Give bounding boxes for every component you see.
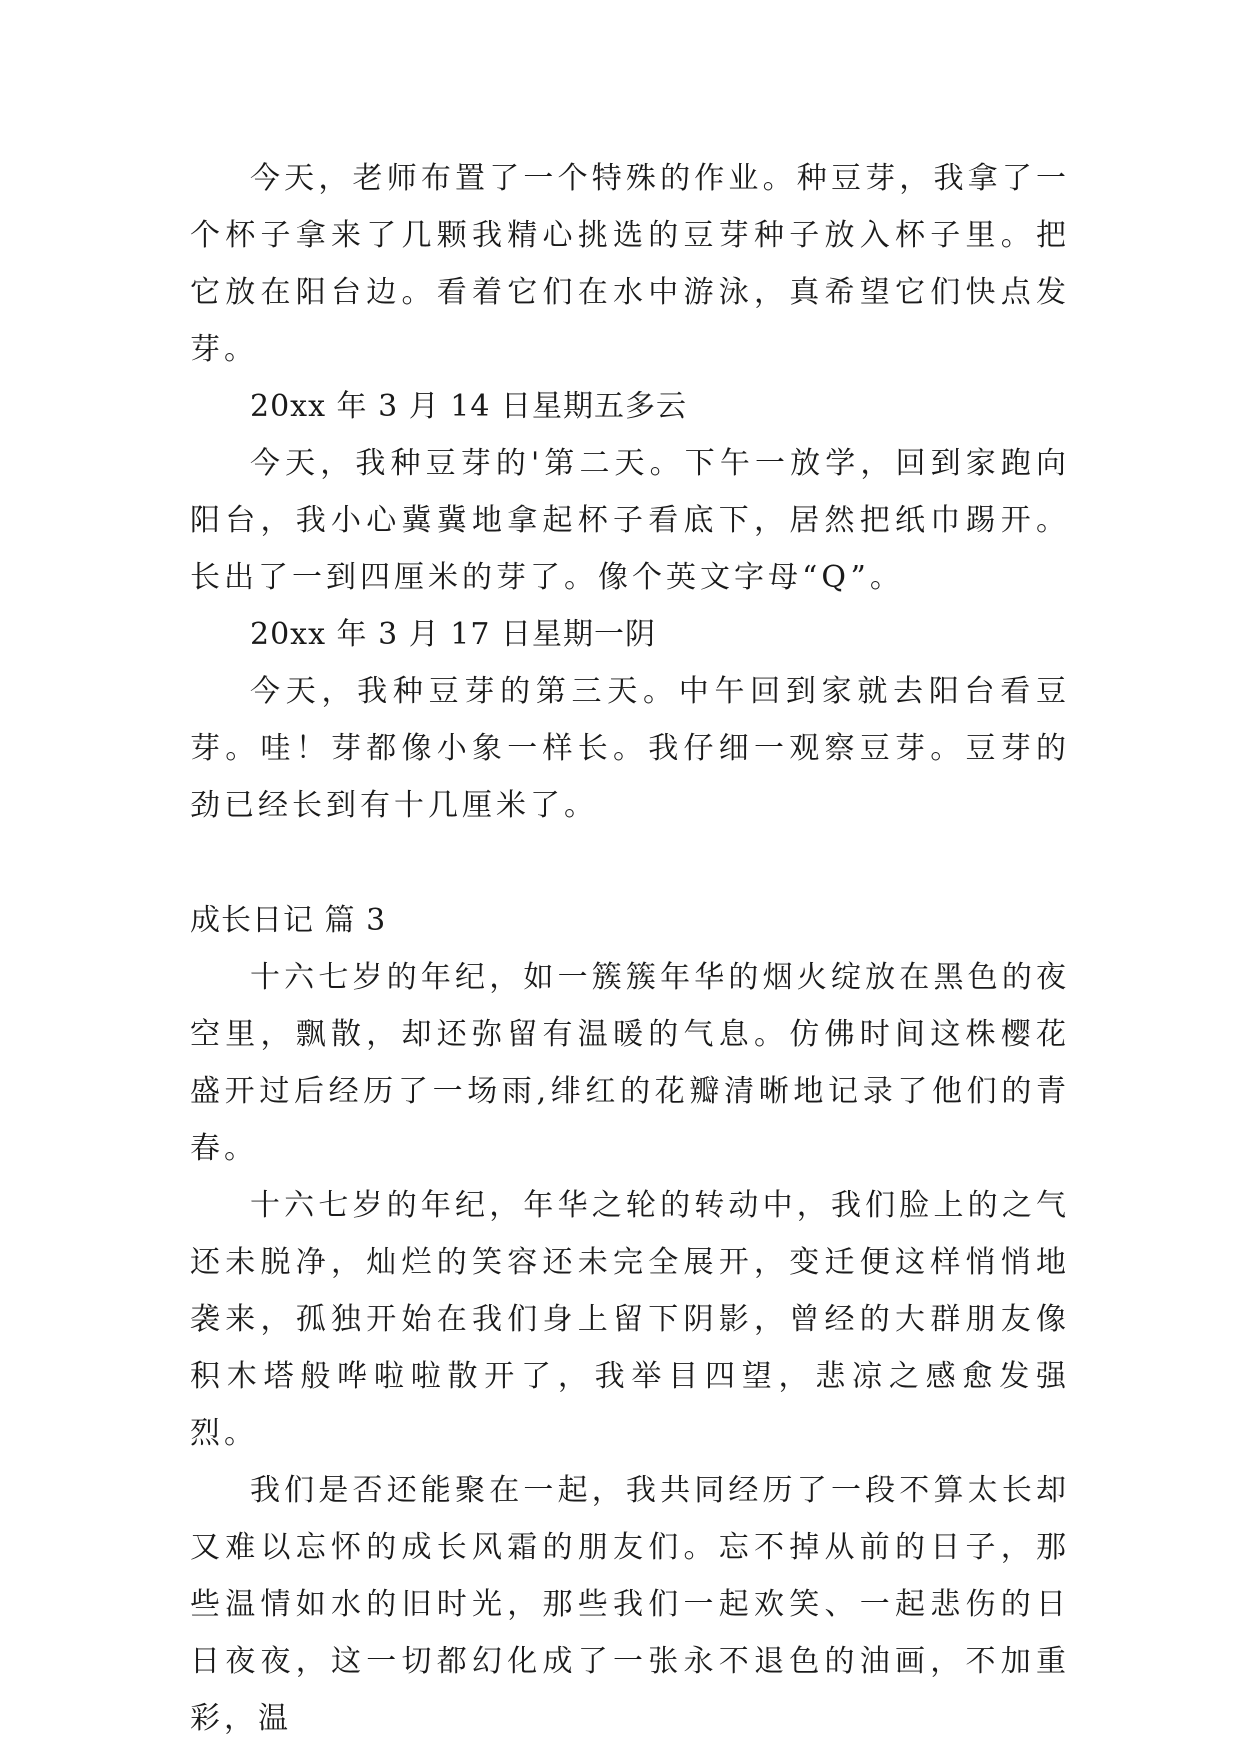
paragraph-day-two: 今天，我种豆芽的'第二天。下午一放学，回到家跑向阳台，我小心冀冀地拿起杯子看底下，居然把纸巾踢开。长出了一到四厘米的芽了。像个英文字母“Q”。 (190, 446, 1070, 595)
paragraph-homework: 今天，老师布置了一个特殊的作业。种豆芽，我拿了一个杯子拿来了几颗我精心挑选的豆芽种子放入杯子里。把它放在阳台边。看着它们在水中游泳，真希望它们快点发芽。 (190, 161, 1070, 367)
paragraph-friends-memories: 我们是否还能聚在一起，我共同经历了一段不算太长却又难以忘怀的成长风霜的朋友们。忘不掉从前的日子，那些温情如水的旧时光，那些我们一起欢笑、一起悲伤的日日夜夜，这一切都幻化成了一张永不退色的油画，不加重彩，温 (190, 1473, 1070, 1736)
paragraph-sixteen-seventeen-fireworks: 十六七岁的年纪，如一簇簇年华的烟火绽放在黑色的夜空里，飘散，却还弥留有温暖的气息。仿佛时间这株樱花盛开过后经历了一场雨,绯红的花瓣清晰地记录了他们的青春。 (190, 960, 1070, 1166)
document-body (190, 150, 1070, 1747)
paragraph-sixteen-seventeen-change: 十六七岁的年纪，年华之轮的转动中，我们脸上的之气还未脱净，灿烂的笑容还未完全展开，变迁便这样悄悄地袭来，孤独开始在我们身上留下阴影，曾经的大群朋友像积木塔般哗啦啦散开了，我举目四望，悲凉之感愈发强烈。 (190, 1188, 1070, 1451)
diary-date-march-17: 20xx 年 3 月 17 日星期一阴 (250, 617, 656, 652)
section-heading-growth-diary-3: 成长日记 篇 3 (190, 903, 387, 938)
diary-date-march-14: 20xx 年 3 月 14 日星期五多云 (250, 389, 687, 424)
paragraph-day-three: 今天，我种豆芽的第三天。中午回到家就去阳台看豆芽。哇！芽都像小象一样长。我仔细一观察豆芽。豆芽的劲已经长到有十几厘米了。 (190, 674, 1070, 823)
